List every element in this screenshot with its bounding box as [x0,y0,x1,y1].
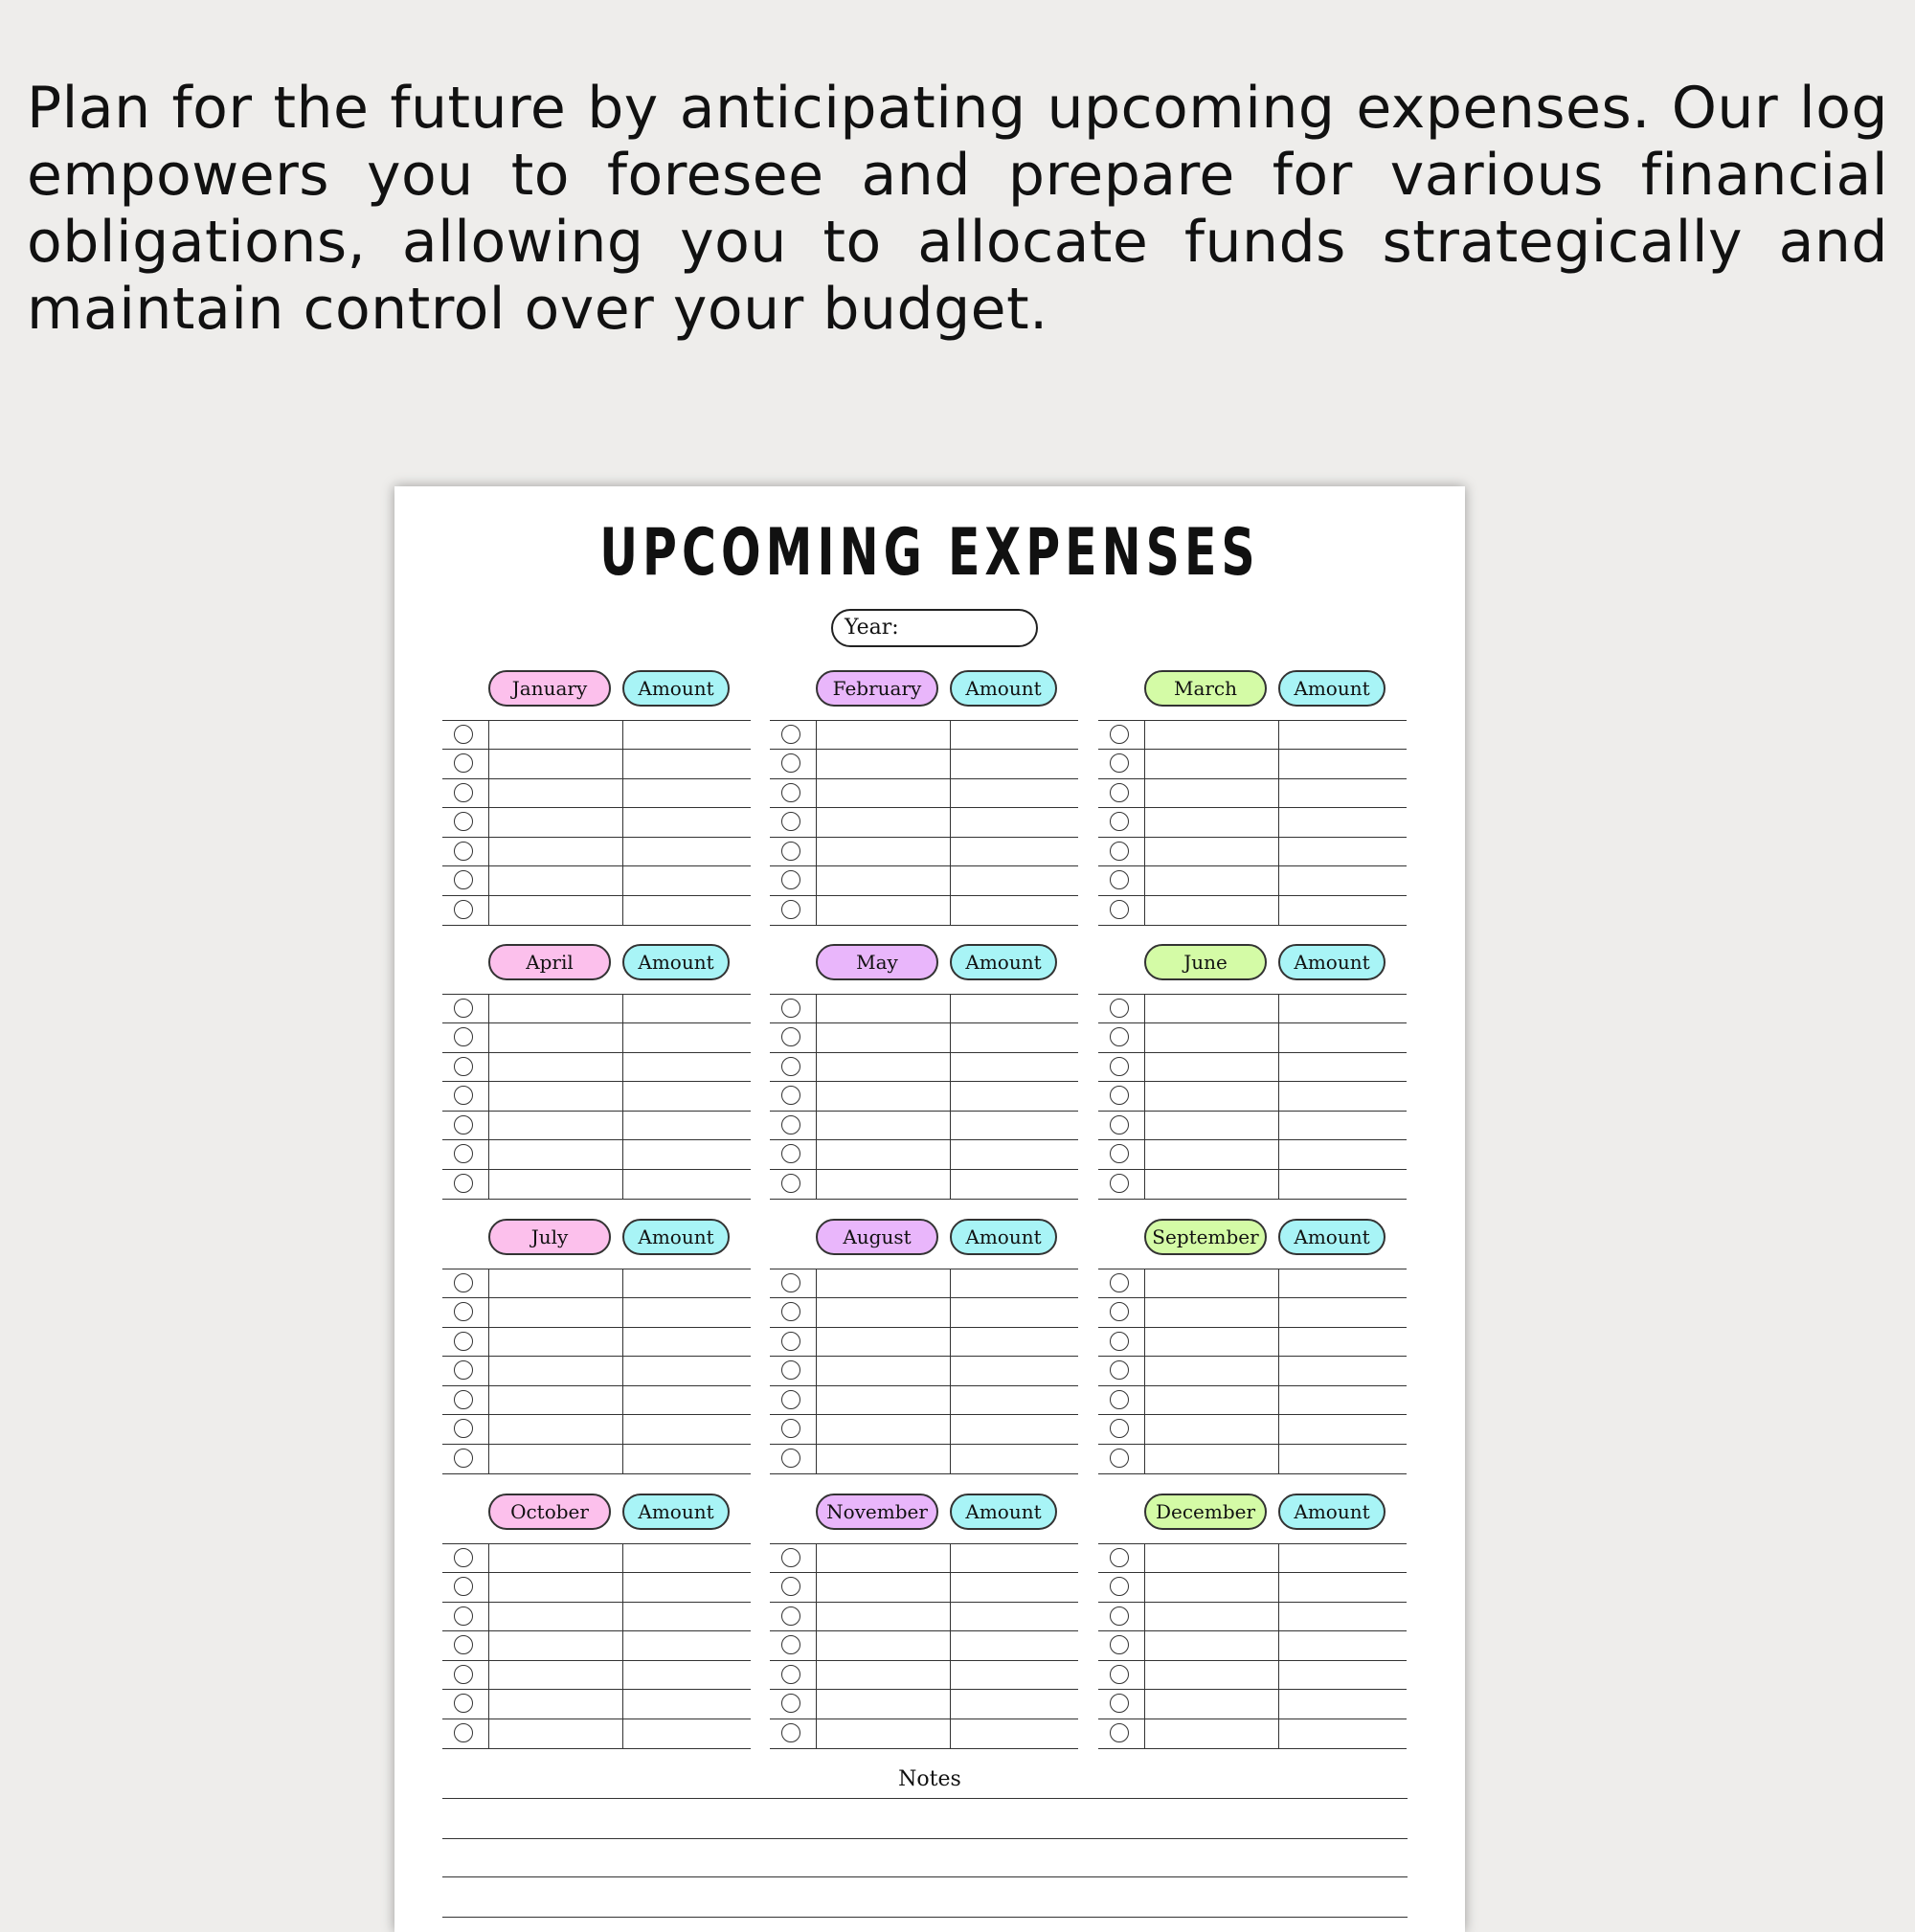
checkbox-circle[interactable] [781,812,800,831]
checkbox-circle[interactable] [781,1577,800,1596]
row-line [1098,1473,1407,1474]
checkbox-circle[interactable] [1110,1360,1129,1380]
checkbox-circle[interactable] [1110,1606,1129,1626]
notes-line[interactable] [442,1876,1408,1877]
checkbox-circle[interactable] [454,725,473,744]
month-label: July [488,1219,611,1255]
row-line [1098,925,1407,926]
checkbox-circle[interactable] [781,1027,800,1046]
amount-label: Amount [950,1219,1057,1255]
checkbox-circle[interactable] [781,999,800,1018]
month-block-november [770,1494,1078,1750]
amount-label: Amount [1278,670,1386,707]
checkbox-circle[interactable] [454,1606,473,1626]
checkbox-circle[interactable] [781,1694,800,1713]
checkbox-circle[interactable] [781,1174,800,1193]
amount-label: Amount [1278,1494,1386,1530]
column-line [488,994,489,1199]
checkbox-circle[interactable] [781,1665,800,1684]
checkbox-circle[interactable] [1110,870,1129,889]
expense-table [770,1543,1078,1748]
checkbox-circle[interactable] [781,1302,800,1321]
notes-line[interactable] [442,1917,1408,1918]
amount-label: Amount [622,670,730,707]
checkbox-circle[interactable] [1110,1302,1129,1321]
month-block-april [442,944,751,1201]
checkbox-circle[interactable] [781,1548,800,1567]
month-label: June [1144,944,1267,980]
month-block-february [770,670,1078,927]
expense-table [770,720,1078,925]
expense-table [770,1269,1078,1473]
checkbox-circle[interactable] [454,1419,473,1438]
checkbox-circle[interactable] [781,842,800,861]
expense-table [770,994,1078,1199]
expense-table [442,1543,751,1748]
amount-label: Amount [950,944,1057,980]
expense-table [1098,994,1407,1199]
month-block-october [442,1494,751,1750]
month-label: April [488,944,611,980]
month-block-december [1098,1494,1407,1750]
column-line [488,1543,489,1748]
checkbox-circle[interactable] [454,1360,473,1380]
column-line [622,994,623,1199]
row-line [442,1748,751,1749]
checkbox-circle[interactable] [454,1635,473,1654]
checkbox-circle[interactable] [454,1144,473,1163]
row-line [442,1473,751,1474]
month-label: May [816,944,938,980]
notes-line[interactable] [442,1838,1408,1839]
checkbox-circle[interactable] [1110,1115,1129,1134]
notes-line[interactable] [442,1798,1408,1799]
checkbox-circle[interactable] [454,1723,473,1742]
sheet-title: UPCOMING EXPENSES [599,515,1260,591]
intro-paragraph: Plan for the future by anticipating upcoming expenses. Our log empowers you to foresee and prepare for various financial obligations, allowing you to allocate funds strategically and maintain control over your budget. [27,75,1888,343]
checkbox-circle[interactable] [1110,999,1129,1018]
checkbox-circle[interactable] [454,1449,473,1468]
month-block-june [1098,944,1407,1201]
amount-label: Amount [622,944,730,980]
month-block-may [770,944,1078,1201]
checkbox-circle[interactable] [781,725,800,744]
column-line [622,720,623,925]
checkbox-circle[interactable] [454,999,473,1018]
amount-label: Amount [1278,944,1386,980]
checkbox-circle[interactable] [454,842,473,861]
checkbox-circle[interactable] [1110,1027,1129,1046]
checkbox-circle[interactable] [454,1174,473,1193]
checkbox-circle[interactable] [781,1419,800,1438]
month-block-july [442,1219,751,1475]
column-line [950,1543,951,1748]
checkbox-circle[interactable] [454,1548,473,1567]
month-block-january [442,670,751,927]
column-line [816,720,817,925]
checkbox-circle[interactable] [454,1115,473,1134]
column-line [622,1543,623,1748]
checkbox-circle[interactable] [781,1449,800,1468]
checkbox-circle[interactable] [781,1390,800,1409]
column-line [1144,1269,1145,1473]
checkbox-circle[interactable] [781,1635,800,1654]
expense-table [442,720,751,925]
month-block-september [1098,1219,1407,1475]
row-line [1098,1748,1407,1749]
checkbox-circle[interactable] [454,1057,473,1076]
amount-label: Amount [1278,1219,1386,1255]
expense-sheet [394,486,1465,1932]
checkbox-circle[interactable] [454,812,473,831]
checkbox-circle[interactable] [1110,1694,1129,1713]
column-line [1144,720,1145,925]
checkbox-circle[interactable] [454,1086,473,1105]
month-label: January [488,670,611,707]
checkbox-circle[interactable] [781,900,800,919]
checkbox-circle[interactable] [454,1332,473,1351]
month-label: February [816,670,938,707]
checkbox-circle[interactable] [1110,1332,1129,1351]
checkbox-circle[interactable] [1110,1723,1129,1742]
amount-label: Amount [950,1494,1057,1530]
expense-table [442,994,751,1199]
notes-label: Notes [898,1767,961,1791]
amount-label: Amount [622,1494,730,1530]
checkbox-circle[interactable] [454,1027,473,1046]
checkbox-circle[interactable] [1110,1449,1129,1468]
column-line [1278,994,1279,1199]
month-block-march [1098,670,1407,927]
checkbox-circle[interactable] [454,783,473,802]
row-line [770,1199,1078,1200]
checkbox-circle[interactable] [1110,1086,1129,1105]
checkbox-circle[interactable] [781,1144,800,1163]
year-field[interactable]: Year: [831,609,1038,647]
checkbox-circle[interactable] [781,1086,800,1105]
expense-table [1098,720,1407,925]
checkbox-circle[interactable] [781,1057,800,1076]
column-line [622,1269,623,1473]
column-line [488,1269,489,1473]
column-line [950,994,951,1199]
month-label: December [1144,1494,1267,1530]
expense-table [442,1269,751,1473]
checkbox-circle[interactable] [454,1694,473,1713]
row-line [442,1199,751,1200]
checkbox-circle[interactable] [781,870,800,889]
checkbox-circle[interactable] [454,870,473,889]
checkbox-circle[interactable] [1110,812,1129,831]
column-line [1144,994,1145,1199]
checkbox-circle[interactable] [1110,1419,1129,1438]
checkbox-circle[interactable] [781,1115,800,1134]
checkbox-circle[interactable] [781,783,800,802]
month-label: August [816,1219,938,1255]
column-line [816,1543,817,1748]
checkbox-circle[interactable] [454,1577,473,1596]
expense-table [1098,1269,1407,1473]
checkbox-circle[interactable] [781,1273,800,1292]
row-line [770,1748,1078,1749]
month-label: October [488,1494,611,1530]
checkbox-circle[interactable] [1110,783,1129,802]
column-line [1278,720,1279,925]
checkbox-circle[interactable] [781,1723,800,1742]
column-line [488,720,489,925]
row-line [442,925,751,926]
column-line [950,720,951,925]
checkbox-circle[interactable] [1110,725,1129,744]
row-line [770,925,1078,926]
column-line [950,1269,951,1473]
column-line [816,994,817,1199]
month-block-august [770,1219,1078,1475]
month-label: November [816,1494,938,1530]
checkbox-circle[interactable] [454,1390,473,1409]
checkbox-circle[interactable] [1110,1635,1129,1654]
checkbox-circle[interactable] [1110,1174,1129,1193]
checkbox-circle[interactable] [454,1273,473,1292]
checkbox-circle[interactable] [781,753,800,773]
checkbox-circle[interactable] [781,1332,800,1351]
month-label: September [1144,1219,1267,1255]
checkbox-circle[interactable] [454,1665,473,1684]
amount-label: Amount [622,1219,730,1255]
checkbox-circle[interactable] [1110,753,1129,773]
checkbox-circle[interactable] [1110,1144,1129,1163]
checkbox-circle[interactable] [1110,900,1129,919]
checkbox-circle[interactable] [1110,1665,1129,1684]
checkbox-circle[interactable] [781,1606,800,1626]
checkbox-circle[interactable] [1110,1548,1129,1567]
column-line [1278,1543,1279,1748]
checkbox-circle[interactable] [454,1302,473,1321]
row-line [1098,1199,1407,1200]
expense-table [1098,1543,1407,1748]
column-line [1144,1543,1145,1748]
checkbox-circle[interactable] [1110,1273,1129,1292]
column-line [1278,1269,1279,1473]
checkbox-circle[interactable] [454,900,473,919]
row-line [770,1473,1078,1474]
checkbox-circle[interactable] [1110,842,1129,861]
amount-label: Amount [950,670,1057,707]
checkbox-circle[interactable] [1110,1390,1129,1409]
column-line [816,1269,817,1473]
checkbox-circle[interactable] [1110,1057,1129,1076]
checkbox-circle[interactable] [1110,1577,1129,1596]
month-label: March [1144,670,1267,707]
checkbox-circle[interactable] [454,753,473,773]
checkbox-circle[interactable] [781,1360,800,1380]
